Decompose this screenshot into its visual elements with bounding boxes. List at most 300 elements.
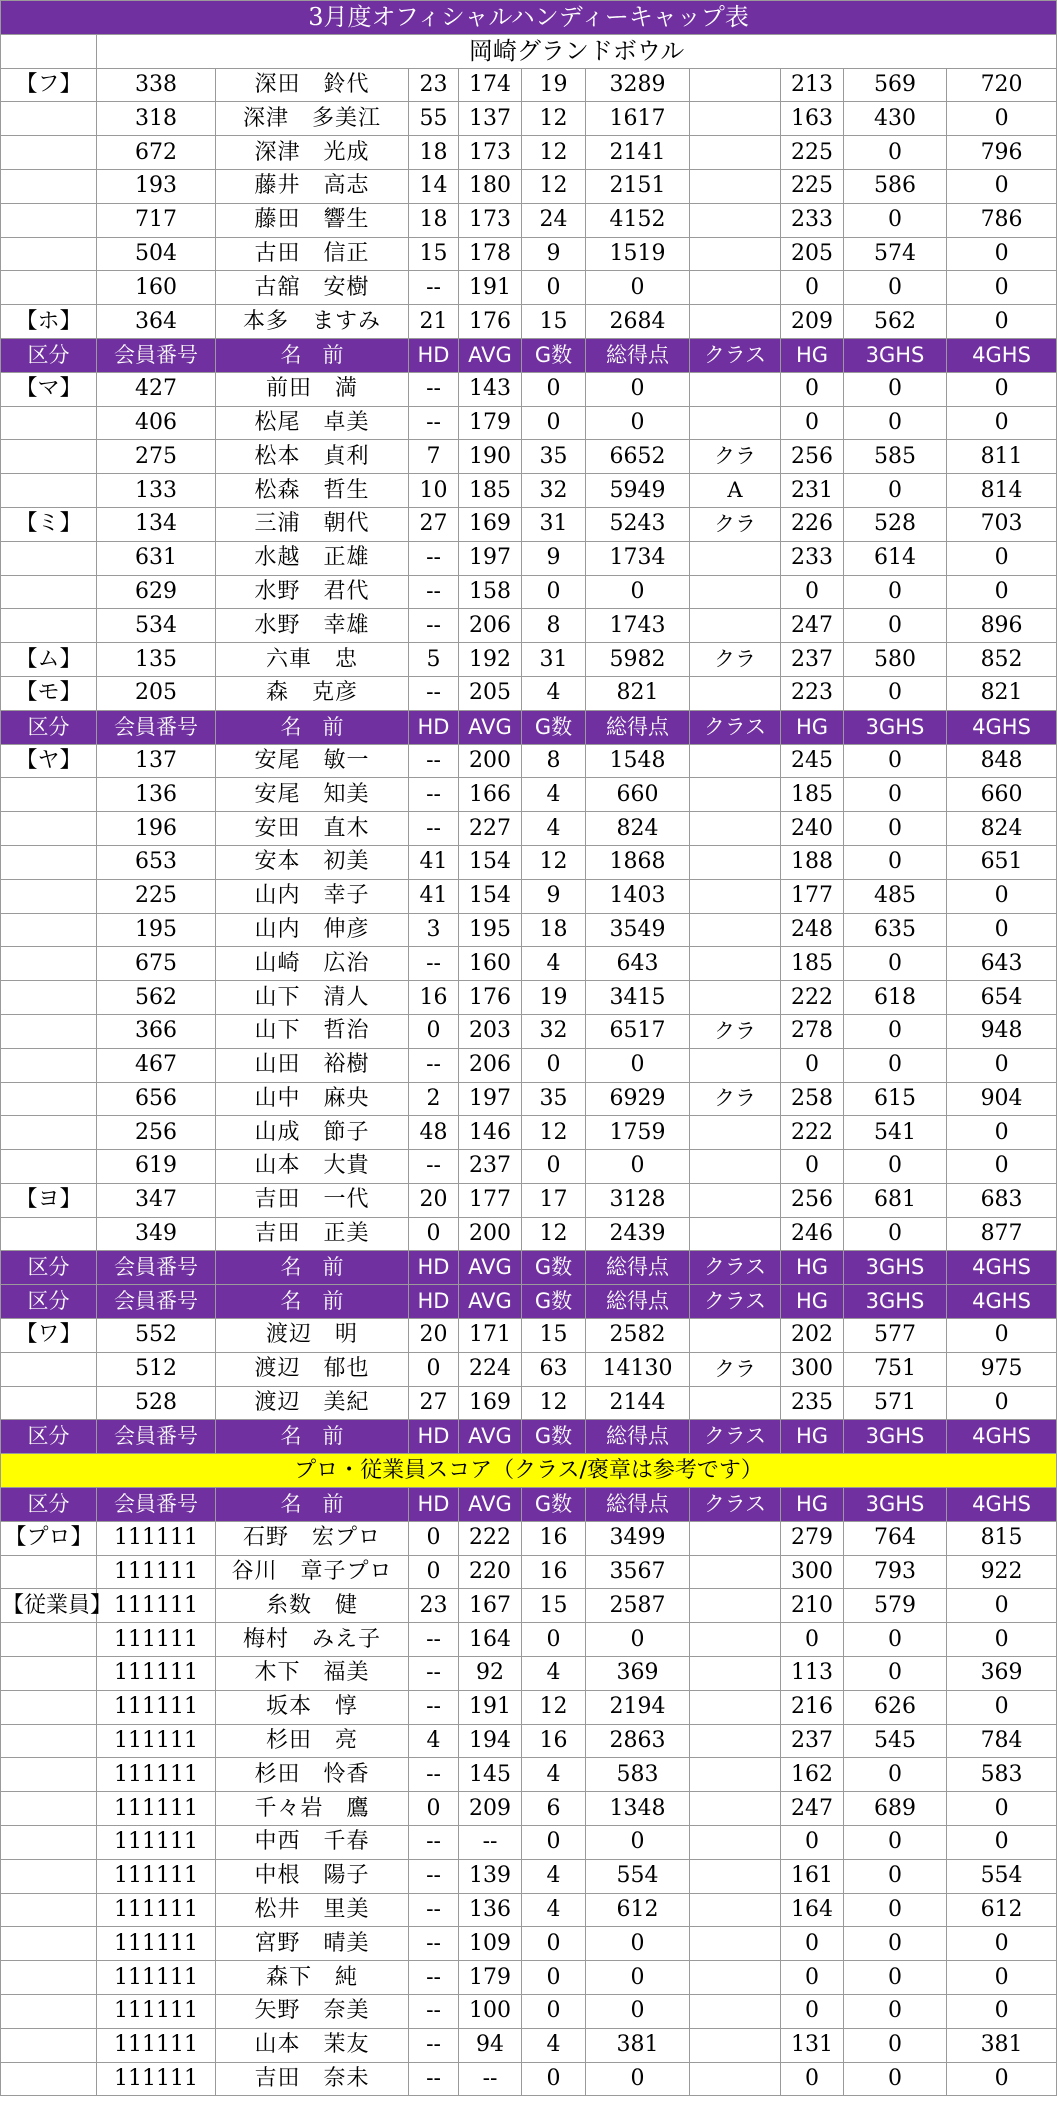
cell-member-number: 338 <box>97 68 216 102</box>
table-row <box>1 406 1057 440</box>
cell-hg: 247 <box>781 1792 844 1826</box>
cell-name: 安本 初美 <box>216 845 409 879</box>
header-member-number: 会員番号 <box>97 1285 216 1319</box>
cell-class: クラ <box>690 1352 781 1386</box>
cell-3ghs: 0 <box>844 1657 947 1691</box>
cell-hg: 300 <box>781 1555 844 1589</box>
special-banner-row <box>1 1454 1057 1488</box>
cell-class <box>690 1521 781 1555</box>
cell-games: 63 <box>522 1352 586 1386</box>
cell-avg: 176 <box>459 981 522 1015</box>
cell-hd: -- <box>409 406 459 440</box>
cell-hd: 0 <box>409 1792 459 1826</box>
cell-member-number: 111111 <box>97 1690 216 1724</box>
cell-hg: 0 <box>781 575 844 609</box>
cell-section <box>1 1386 97 1420</box>
cell-3ghs: 577 <box>844 1319 947 1353</box>
cell-section <box>1 981 97 1015</box>
cell-avg: 222 <box>459 1521 522 1555</box>
cell-class <box>690 1657 781 1691</box>
cell-total-score: 2141 <box>586 136 690 170</box>
header-hd: HD <box>409 1488 459 1522</box>
cell-total-score: 824 <box>586 812 690 846</box>
cell-name: 深田 鈴代 <box>216 68 409 102</box>
cell-section <box>1 440 97 474</box>
table-row <box>1 2062 1057 2096</box>
cell-4ghs: 643 <box>947 947 1057 981</box>
cell-avg: 200 <box>459 744 522 778</box>
cell-name: 山崎 広治 <box>216 947 409 981</box>
cell-hg: 0 <box>781 1826 844 1860</box>
cell-total-score: 5982 <box>586 643 690 677</box>
cell-4ghs: 0 <box>947 1319 1057 1353</box>
header-hd: HD <box>409 1420 459 1454</box>
cell-3ghs: 0 <box>844 1758 947 1792</box>
header-games: G数 <box>522 1420 586 1454</box>
cell-3ghs: 618 <box>844 981 947 1015</box>
header-games: G数 <box>522 1251 586 1285</box>
cell-member-number: 160 <box>97 271 216 305</box>
cell-hg: 248 <box>781 913 844 947</box>
cell-3ghs: 0 <box>844 1961 947 1995</box>
header-hd: HD <box>409 1251 459 1285</box>
cell-3ghs: 541 <box>844 1116 947 1150</box>
cell-class <box>690 1183 781 1217</box>
header-total-score: 総得点 <box>586 1251 690 1285</box>
cell-4ghs: 896 <box>947 609 1057 643</box>
cell-avg: 200 <box>459 1217 522 1251</box>
table-row <box>1 1893 1057 1927</box>
cell-total-score: 2144 <box>586 1386 690 1420</box>
cell-4ghs: 904 <box>947 1082 1057 1116</box>
table-row <box>1 879 1057 913</box>
cell-section <box>1 1116 97 1150</box>
header-avg: AVG <box>459 710 522 744</box>
cell-avg: 237 <box>459 1150 522 1184</box>
header-avg: AVG <box>459 1285 522 1319</box>
cell-4ghs: 0 <box>947 305 1057 339</box>
column-header-row <box>1 1251 1057 1285</box>
cell-3ghs: 0 <box>844 1217 947 1251</box>
cell-total-score: 0 <box>586 2062 690 2096</box>
cell-total-score: 5949 <box>586 474 690 508</box>
cell-4ghs: 796 <box>947 136 1057 170</box>
cell-hg: 258 <box>781 1082 844 1116</box>
cell-class <box>690 2062 781 2096</box>
cell-class <box>690 1724 781 1758</box>
cell-3ghs: 562 <box>844 305 947 339</box>
cell-member-number: 135 <box>97 643 216 677</box>
cell-games: 12 <box>522 136 586 170</box>
cell-name: 坂本 惇 <box>216 1690 409 1724</box>
cell-hd: 3 <box>409 913 459 947</box>
cell-class <box>690 1893 781 1927</box>
cell-3ghs: 0 <box>844 474 947 508</box>
cell-total-score: 3289 <box>586 68 690 102</box>
cell-name: 水越 正雄 <box>216 541 409 575</box>
cell-games: 12 <box>522 1217 586 1251</box>
cell-games: 32 <box>522 1014 586 1048</box>
cell-hg: 0 <box>781 1150 844 1184</box>
cell-total-score: 643 <box>586 947 690 981</box>
table-row <box>1 1792 1057 1826</box>
cell-member-number: 552 <box>97 1319 216 1353</box>
cell-total-score: 3415 <box>586 981 690 1015</box>
cell-4ghs: 0 <box>947 1150 1057 1184</box>
cell-4ghs: 0 <box>947 913 1057 947</box>
cell-hg: 0 <box>781 1961 844 1995</box>
cell-total-score: 1743 <box>586 609 690 643</box>
cell-name: 糸数 健 <box>216 1589 409 1623</box>
header-4ghs: 4GHS <box>947 338 1057 372</box>
cell-hg: 256 <box>781 440 844 474</box>
table-row <box>1 1386 1057 1420</box>
cell-games: 35 <box>522 1082 586 1116</box>
table-row <box>1 1521 1057 1555</box>
cell-name: 中西 千春 <box>216 1826 409 1860</box>
cell-member-number: 347 <box>97 1183 216 1217</box>
cell-hd: 0 <box>409 1352 459 1386</box>
cell-hg: 0 <box>781 372 844 406</box>
cell-hg: 0 <box>781 271 844 305</box>
cell-section <box>1 575 97 609</box>
header-hg: HG <box>781 1488 844 1522</box>
cell-section <box>1 1758 97 1792</box>
cell-name: 深津 多美江 <box>216 102 409 136</box>
cell-section <box>1 1048 97 1082</box>
cell-name: 谷川 章子プロ <box>216 1555 409 1589</box>
table-row <box>1 1927 1057 1961</box>
table-row <box>1 1589 1057 1623</box>
cell-section: 【モ】 <box>1 676 97 710</box>
cell-3ghs: 0 <box>844 372 947 406</box>
cell-total-score: 612 <box>586 1893 690 1927</box>
cell-3ghs: 0 <box>844 1826 947 1860</box>
cell-4ghs: 0 <box>947 541 1057 575</box>
table-row <box>1 1657 1057 1691</box>
cell-class <box>690 305 781 339</box>
cell-4ghs: 0 <box>947 2062 1057 2096</box>
cell-class <box>690 541 781 575</box>
header-total-score: 総得点 <box>586 710 690 744</box>
header-section: 区分 <box>1 1285 97 1319</box>
table-row <box>1 1826 1057 1860</box>
special-banner: プロ・従業員スコア（クラス/褒章は参考です） <box>1 1454 1057 1488</box>
cell-games: 4 <box>522 1657 586 1691</box>
cell-3ghs: 586 <box>844 169 947 203</box>
cell-games: 16 <box>522 1555 586 1589</box>
cell-class: A <box>690 474 781 508</box>
cell-total-score: 2863 <box>586 1724 690 1758</box>
cell-games: 32 <box>522 474 586 508</box>
cell-name: 藤井 高志 <box>216 169 409 203</box>
header-games: G数 <box>522 1285 586 1319</box>
cell-total-score: 1348 <box>586 1792 690 1826</box>
header-games: G数 <box>522 710 586 744</box>
cell-avg: 224 <box>459 1352 522 1386</box>
cell-total-score: 0 <box>586 1826 690 1860</box>
cell-avg: 169 <box>459 507 522 541</box>
cell-class <box>690 1555 781 1589</box>
cell-3ghs: 614 <box>844 541 947 575</box>
cell-name: 千々岩 鷹 <box>216 1792 409 1826</box>
table-row <box>1 1623 1057 1657</box>
cell-4ghs: 554 <box>947 1859 1057 1893</box>
cell-hd: 18 <box>409 136 459 170</box>
header-member-number: 会員番号 <box>97 1488 216 1522</box>
cell-hd: -- <box>409 1048 459 1082</box>
cell-4ghs: 0 <box>947 1826 1057 1860</box>
cell-3ghs: 569 <box>844 68 947 102</box>
cell-name: 安尾 知美 <box>216 778 409 812</box>
cell-section <box>1 136 97 170</box>
table-row <box>1 744 1057 778</box>
cell-member-number: 318 <box>97 102 216 136</box>
header-total-score: 総得点 <box>586 1420 690 1454</box>
header-games: G数 <box>522 1488 586 1522</box>
cell-hd: -- <box>409 1657 459 1691</box>
cell-3ghs: 0 <box>844 845 947 879</box>
cell-section <box>1 406 97 440</box>
cell-4ghs: 0 <box>947 1961 1057 1995</box>
cell-hg: 226 <box>781 507 844 541</box>
column-header-row <box>1 710 1057 744</box>
cell-section: 【ヤ】 <box>1 744 97 778</box>
cell-games: 12 <box>522 169 586 203</box>
cell-member-number: 111111 <box>97 1893 216 1927</box>
cell-hg: 161 <box>781 1859 844 1893</box>
cell-section <box>1 169 97 203</box>
cell-4ghs: 654 <box>947 981 1057 1015</box>
cell-section <box>1 1961 97 1995</box>
cell-hd: 27 <box>409 507 459 541</box>
cell-3ghs: 485 <box>844 879 947 913</box>
cell-name: 吉田 奈未 <box>216 2062 409 2096</box>
cell-avg: 100 <box>459 1995 522 2029</box>
header-avg: AVG <box>459 1251 522 1285</box>
cell-name: 森 克彦 <box>216 676 409 710</box>
cell-section <box>1 845 97 879</box>
cell-class <box>690 203 781 237</box>
cell-avg: 154 <box>459 845 522 879</box>
cell-section: 【ワ】 <box>1 1319 97 1353</box>
cell-4ghs: 0 <box>947 406 1057 440</box>
header-4ghs: 4GHS <box>947 1420 1057 1454</box>
cell-class <box>690 812 781 846</box>
cell-hg: 0 <box>781 1927 844 1961</box>
cell-section <box>1 203 97 237</box>
cell-hd: -- <box>409 1859 459 1893</box>
cell-total-score: 2194 <box>586 1690 690 1724</box>
cell-class <box>690 778 781 812</box>
cell-total-score: 1734 <box>586 541 690 575</box>
cell-games: 19 <box>522 981 586 1015</box>
cell-3ghs: 626 <box>844 1690 947 1724</box>
cell-4ghs: 0 <box>947 879 1057 913</box>
cell-total-score: 3567 <box>586 1555 690 1589</box>
cell-name: 吉田 一代 <box>216 1183 409 1217</box>
cell-hd: 23 <box>409 1589 459 1623</box>
cell-games: 16 <box>522 1521 586 1555</box>
cell-hd: 48 <box>409 1116 459 1150</box>
cell-class <box>690 1623 781 1657</box>
cell-section <box>1 913 97 947</box>
cell-name: 杉田 怜香 <box>216 1758 409 1792</box>
header-games: G数 <box>522 338 586 372</box>
cell-total-score: 1617 <box>586 102 690 136</box>
cell-member-number: 111111 <box>97 1961 216 1995</box>
cell-3ghs: 0 <box>844 1995 947 2029</box>
cell-name: 山内 伸彦 <box>216 913 409 947</box>
header-class: クラス <box>690 1420 781 1454</box>
cell-avg: 194 <box>459 1724 522 1758</box>
cell-avg: 166 <box>459 778 522 812</box>
table-row <box>1 1082 1057 1116</box>
cell-name: 藤田 響生 <box>216 203 409 237</box>
cell-class <box>690 879 781 913</box>
cell-name: 宮野 晴美 <box>216 1927 409 1961</box>
cell-3ghs: 0 <box>844 203 947 237</box>
cell-class: クラ <box>690 1014 781 1048</box>
cell-hg: 188 <box>781 845 844 879</box>
cell-class <box>690 1995 781 2029</box>
cell-avg: 191 <box>459 271 522 305</box>
cell-hg: 237 <box>781 1724 844 1758</box>
table-row <box>1 203 1057 237</box>
header-hg: HG <box>781 1251 844 1285</box>
cell-hd: -- <box>409 271 459 305</box>
cell-class: クラ <box>690 440 781 474</box>
header-3ghs: 3GHS <box>844 1420 947 1454</box>
cell-member-number: 528 <box>97 1386 216 1420</box>
cell-member-number: 427 <box>97 372 216 406</box>
cell-class <box>690 1217 781 1251</box>
cell-avg: 178 <box>459 237 522 271</box>
cell-hg: 256 <box>781 1183 844 1217</box>
table-row <box>1 1690 1057 1724</box>
cell-section: 【マ】 <box>1 372 97 406</box>
cell-hd: -- <box>409 1961 459 1995</box>
venue-row <box>1 34 1057 68</box>
cell-class <box>690 609 781 643</box>
cell-avg: 174 <box>459 68 522 102</box>
header-3ghs: 3GHS <box>844 1251 947 1285</box>
cell-games: 4 <box>522 1893 586 1927</box>
cell-hg: 240 <box>781 812 844 846</box>
cell-total-score: 0 <box>586 372 690 406</box>
cell-total-score: 381 <box>586 2028 690 2062</box>
cell-hd: 10 <box>409 474 459 508</box>
cell-hg: 202 <box>781 1319 844 1353</box>
cell-member-number: 225 <box>97 879 216 913</box>
header-avg: AVG <box>459 1488 522 1522</box>
cell-name: 安田 直木 <box>216 812 409 846</box>
cell-hd: -- <box>409 372 459 406</box>
column-header-row <box>1 1420 1057 1454</box>
cell-section: 【プロ】 <box>1 1521 97 1555</box>
cell-class <box>690 271 781 305</box>
cell-member-number: 717 <box>97 203 216 237</box>
cell-hd: -- <box>409 778 459 812</box>
cell-games: 4 <box>522 1758 586 1792</box>
cell-name: 山本 茉友 <box>216 2028 409 2062</box>
cell-hd: -- <box>409 1758 459 1792</box>
cell-member-number: 136 <box>97 778 216 812</box>
cell-avg: 136 <box>459 1893 522 1927</box>
cell-games: 0 <box>522 575 586 609</box>
cell-name: 中根 陽子 <box>216 1859 409 1893</box>
cell-member-number: 111111 <box>97 1792 216 1826</box>
cell-hd: 27 <box>409 1386 459 1420</box>
cell-total-score: 2684 <box>586 305 690 339</box>
header-class: クラス <box>690 710 781 744</box>
cell-member-number: 672 <box>97 136 216 170</box>
cell-class: クラ <box>690 643 781 677</box>
cell-3ghs: 0 <box>844 136 947 170</box>
cell-3ghs: 0 <box>844 1927 947 1961</box>
cell-4ghs: 852 <box>947 643 1057 677</box>
cell-avg: 173 <box>459 203 522 237</box>
cell-name: 六車 忠 <box>216 643 409 677</box>
cell-member-number: 111111 <box>97 2062 216 2096</box>
cell-3ghs: 0 <box>844 2062 947 2096</box>
cell-class <box>690 981 781 1015</box>
header-hd: HD <box>409 710 459 744</box>
cell-hd: -- <box>409 575 459 609</box>
header-class: クラス <box>690 1285 781 1319</box>
cell-member-number: 504 <box>97 237 216 271</box>
cell-avg: 205 <box>459 676 522 710</box>
cell-hd: 5 <box>409 643 459 677</box>
header-name: 名 前 <box>216 710 409 744</box>
cell-3ghs: 635 <box>844 913 947 947</box>
table-row <box>1 1319 1057 1353</box>
cell-4ghs: 583 <box>947 1758 1057 1792</box>
cell-avg: 143 <box>459 372 522 406</box>
cell-member-number: 111111 <box>97 1724 216 1758</box>
cell-3ghs: 751 <box>844 1352 947 1386</box>
header-section: 区分 <box>1 338 97 372</box>
cell-hd: -- <box>409 744 459 778</box>
cell-total-score: 3499 <box>586 1521 690 1555</box>
cell-member-number: 629 <box>97 575 216 609</box>
cell-hg: 113 <box>781 1657 844 1691</box>
cell-member-number: 111111 <box>97 1995 216 2029</box>
cell-total-score: 1403 <box>586 879 690 913</box>
cell-4ghs: 0 <box>947 1927 1057 1961</box>
cell-3ghs: 0 <box>844 1014 947 1048</box>
header-name: 名 前 <box>216 338 409 372</box>
header-section: 区分 <box>1 1488 97 1522</box>
cell-section <box>1 1893 97 1927</box>
cell-avg: 203 <box>459 1014 522 1048</box>
cell-avg: 190 <box>459 440 522 474</box>
table-row <box>1 1859 1057 1893</box>
cell-games: 0 <box>522 1623 586 1657</box>
cell-hd: 23 <box>409 68 459 102</box>
cell-hg: 246 <box>781 1217 844 1251</box>
cell-name: 古田 信正 <box>216 237 409 271</box>
table-row <box>1 643 1057 677</box>
cell-section <box>1 1555 97 1589</box>
cell-3ghs: 579 <box>844 1589 947 1623</box>
table-row <box>1 541 1057 575</box>
cell-avg: 137 <box>459 102 522 136</box>
cell-games: 12 <box>522 1386 586 1420</box>
header-name: 名 前 <box>216 1420 409 1454</box>
cell-4ghs: 0 <box>947 1623 1057 1657</box>
table-row <box>1 169 1057 203</box>
